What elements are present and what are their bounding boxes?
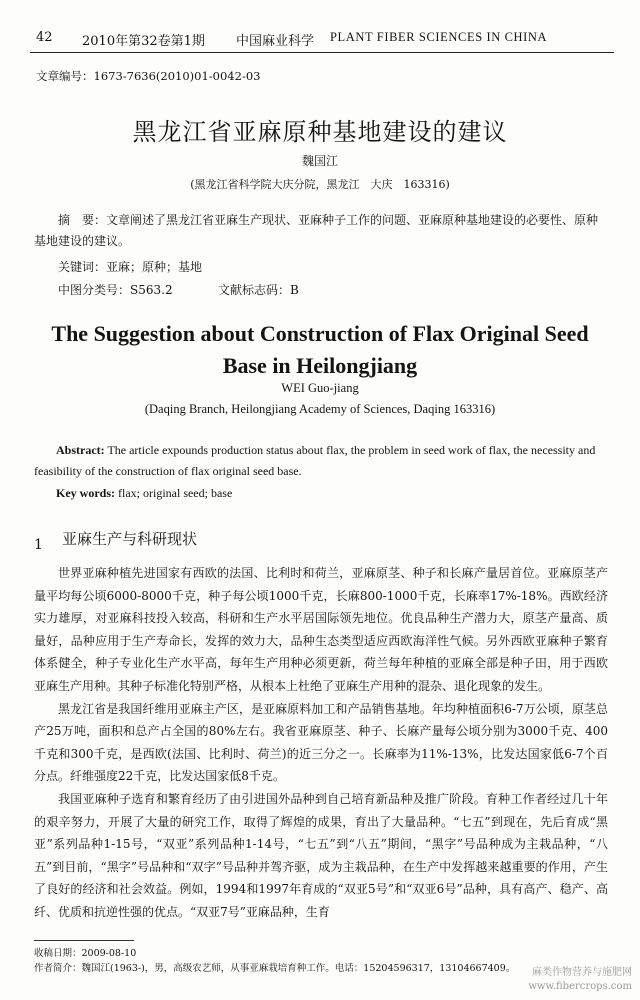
keywords-en-text: flax; original seed; base (118, 486, 233, 500)
journal-name-cn: 中国麻业科学 (236, 34, 315, 49)
watermark (498, 966, 632, 994)
page-number: 42 (36, 30, 53, 45)
body-paragraph-1: 世界亚麻种植先进国家有西欧的法国、比利时和荷兰，亚麻原茎、种子和长麻产量居首位。亚麻原茎产量平均每公顷6000-8000千克，种子每公顷1000千克，长麻800-1000千克，长麻率17%-18%。西欧经济实力雄厚，对亚麻科技投入较高，科研和生产水平居国际领先地位。优良品种生产潜力大，原茎产量高、质量好，品种应用于生产寿命长，发挥的效力大，品种生态类型适应西欧海洋性气候。另外西欧亚麻种子繁育体系健全，种子专业化生产水平高，每年生产用种必须更新，荷兰每年种植的亚麻全部是种子田，用于西欧亚麻生产用种。其种子标准化特别严格，从根本上杜绝了亚麻生产用种的混杂、退化现象的发生。 (34, 566, 608, 693)
keywords-en-label: Key words: (56, 486, 115, 500)
title-en-line1: The Suggestion about Construction of Flax Original Seed (51, 321, 589, 346)
author-en: WEI Guo-jiang (281, 381, 359, 395)
clc-number: 中图分类号：S563.2 (58, 283, 173, 297)
section-body (34, 562, 608, 924)
abstract-cn-text: 摘 要：文章阐述了黑龙江省亚麻生产现状、亚麻种子工作的问题、亚麻原种基地建设的必要性、原种基地建设的建议。 (34, 213, 599, 248)
keywords-cn: 关键词：亚麻；原种；基地 (58, 260, 203, 274)
watermark-line1: 麻类作物营养与施肥网 (532, 967, 632, 978)
section-title: 亚麻生产与科研现状 (62, 530, 198, 548)
abstract-cn (34, 210, 606, 252)
abstract-en-para (34, 440, 608, 482)
title-cn: 黑龙江省亚麻原种基地建设的建议 (132, 118, 508, 146)
affiliation-cn: (黑龙江省科学院大庆分院，黑龙江 大庆 163316) (190, 178, 450, 191)
body-paragraph-3: 我国亚麻种子选育和繁育经历了由引进国外品种到自己培育新品种及推广阶段。育种工作者经过几十年的艰辛努力，开展了大量的研究工作，取得了辉煌的成果，育出了大量品种。“七五”到现在，先后育成“黑亚”系列品种1-15号，“双亚”系列品种1-14号，“七五”到“八五”期间，“黑字”号品种成为主栽品种，“八五”到目前，“黑字”号品种和“双字”号品种并驾齐驱，成为主栽品种，在生产中发挥越来越重要的作用，产生了良好的经济和社会效益。例如，1994和1997年育成的“双亚5号”和“双亚6号”品种，具有高产、稳产、高纤、优质和抗逆性强的优点。“双亚7号”亚麻品种，生育 (34, 791, 608, 919)
body-paragraph-2: 黑龙江省是我国纤维用亚麻主产区，是亚麻原料加工和产品销售基地。年均种植面积6-7万公顷，原茎总产25万吨，面积和总产占全国的80%左右。我省亚麻原茎、种子、长麻产量每公顷分别为3000千克、400千克和300千克，是西欧(法国、比利时、荷兰)的近三分之一。长麻率为11%-13%，比发达国家低6-7个百分点。纤维强度22千克，比发达国家低8千克。 (34, 701, 608, 784)
footnote-received: 收稿日期：2009-08-10 (34, 948, 137, 959)
header-rule (30, 52, 614, 53)
footnote-author-bio: 作者简介：魏国江(1963-)，男，高级农艺师，从事亚麻栽培育种工作。电话：15204596317，13104667409。 (34, 963, 516, 974)
abstract-en (34, 440, 608, 482)
watermark-line2: www.fibercrops.com (528, 981, 632, 992)
affiliation-en: (Daqing Branch, Heilongjiang Academy of Sciences, Daqing 163316) (144, 402, 496, 416)
document-code: 文献标志码：B (218, 283, 299, 297)
article-number: 文章编号：1673-7636(2010)01-0042-03 (36, 69, 261, 83)
title-en (0, 318, 640, 382)
title-en-line2: Base in Heilongjiang (222, 353, 418, 378)
section-number: 1 (34, 537, 43, 553)
keywords-en (56, 486, 232, 501)
issue-info: 2010年第32卷第1期 (82, 34, 205, 49)
footnote-rule (34, 940, 134, 941)
abstract-en-label: Abstract: (56, 443, 105, 457)
abstract-en-text: The article expounds production status about flax, the problem in seed work of flax, the necessity and feasibility of the construction of flax original seed base. (34, 443, 596, 478)
author-cn: 魏国江 (301, 154, 338, 168)
journal-name-en: PLANT FIBER SCIENCES IN CHINA (330, 30, 548, 44)
